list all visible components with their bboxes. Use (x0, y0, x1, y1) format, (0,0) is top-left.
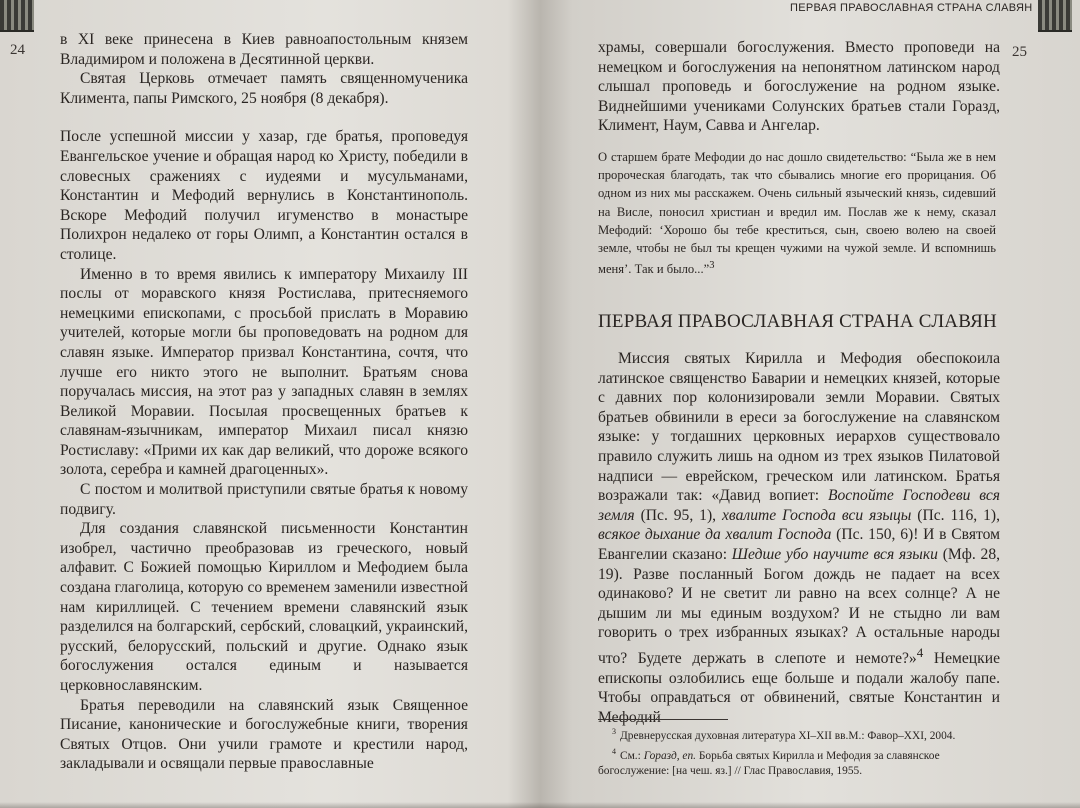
footnote-text: Древнерусская духовная литература XI–XII вв.М.: Фавор–XXI, 2004. (620, 729, 956, 742)
footnote-prefix: См.: (620, 749, 641, 762)
footnote-number: 4 (612, 747, 616, 756)
running-head: ПЕРВАЯ ПРАВОСЛАВНАЯ СТРАНА СЛАВЯН (790, 2, 1033, 14)
text-run: Немецкие епископы озлобились еще больше и подали жалобу папе. Чтобы оправдаться от обвинений, святые Константин и Мефодий (598, 650, 1000, 726)
left-page-text (60, 30, 468, 774)
footnote-number: 3 (612, 727, 616, 736)
paragraph: После успешной миссии у хазар, где братья, проповедуя Евангельское учение и обращая народ ко Христу, победили в словесных сражениях с иудеями и мусульманами, Константин и Мефодий вернулись в Константинополь. Вскоре Мефодий получил игуменство в монастыре Полихрон недалеко от горы Олимп, а Константин остался в столице. (60, 128, 468, 263)
paragraph: храмы, совершали богослужения. Вместо проповеди на немецком и богослужения на непонятном латинском народ слышал проповедь и богослужение на родном языке. Виднейшими учениками Солунских братьев стали Горазд, Климент, Наум, Савва и Ангелар. (598, 39, 1000, 135)
psalm-quote: Воспойте Господеви вся земля (598, 487, 1000, 524)
paragraph: Именно в то время явились к императору Михаилу III послы от моравского князя Ростислава, притесняемого немецкими епископами, с просьбой прислать в Моравию учителей, которые могли бы проповедовать на родном для славян языке. Император призвал Константина, сочтя, что лучше его никто этого не выполнит. Братьям снова поручалась миссия, на этот раз у западных славян в землях Великой Моравии. Посылая просвещенных братьев к славянам-язычникам, император Михаил писал князю Ростиславу: «Прими их как дар великий, что дороже всякого золота, серебра и камней драгоценных». (60, 265, 468, 479)
text-run: (Пс. 95, 1), (640, 506, 717, 524)
footnote-author: Горазд, еп. (643, 749, 697, 762)
page-number-left: 24 (10, 42, 25, 58)
gospel-quote: Шедше убо научите вся языки (731, 545, 938, 563)
psalm-quote: хвалите Господа вси языцы (722, 506, 912, 524)
section-heading: ПЕРВАЯ ПРАВОСЛАВНАЯ СТРАНА СЛАВЯН (598, 311, 997, 332)
quote-block (598, 148, 996, 279)
page-number-right: 25 (1012, 44, 1027, 60)
paragraph (598, 349, 1000, 727)
quote-text: О старшем брате Мефодии до нас дошло свидетельство: “Была же в нем пророческая благодать, так что сбывались многие его прорицания. Об одном из них мы расскажем. Очень сильный языческий князь, сидевший на Висле, поносил христиан и вредил им. Послав же к нему, сказал Мефодий: ‘Хорошо бы тебе креститься, сын, своею волею на своей земле, чтобы не был ты крещен чужими на чужой земле. И вспомнишь меня’. Так и было...” (598, 150, 996, 277)
page-shadow (0, 802, 1080, 808)
text-run: Миссия святых Кирилла и Мефодия обеспокоила латинское священство Баварии и немецких князей, которые с давних пор колонизировали земли Моравии. Святых братьев обвинили в ереси за богослужение на славянском языке: у тогдашних церковных иерархов существовало правило служить лишь на одном из трех языков Пилатовой надписи — еврейском, греческом или латинском. Братья возражали так: «Давид вопиет: (598, 350, 1000, 505)
paragraph: в XI веке принесена в Киев равноапостольным князем Владимиром и положена в Десятинной церкви. (60, 31, 468, 68)
right-page-main-text (598, 349, 1000, 727)
right-page-top-text (598, 38, 1000, 136)
text-run: (Пс. 116, 1), (917, 506, 1001, 524)
text-run: (Мф. 28, 19). Разве посланный Богом дождь не падает на всех одинаково? И не светит ли равно на всех солнце? А не дышим ли мы единым воздухом? И не стыдно ли вам говорить о трех избранных языках? А остальные народы что? Будете держать в слепоте и немоте?» (598, 545, 1001, 668)
paragraph: Для создания славянской письменности Константин изобрел, частично преобразовав из греческого, новый алфавит. С Божией помощью Кириллом и Мефодием была создана глаголица, которую со временем заменили известной нам кириллицей. С течением времени славянский язык разделился на болгарский, сербский, словацкий, украинский, русский, белорусский, польский и другие. Однако язык богослужения остался единым и называется церковнославянским. (60, 520, 468, 694)
page-ornament (0, 0, 34, 32)
footnote (598, 744, 998, 779)
footnote-text: Борьба святых Кирилла и Мефодия за славянское богослужение: [на чеш. яз.] // Глас Православия, 1955. (598, 749, 940, 777)
footnote-divider (598, 719, 728, 720)
page-ornament (1038, 0, 1072, 32)
paragraph: Святая Церковь отмечает память священномученика Климента, папы Римского, 25 ноября (8 декабря). (60, 70, 468, 107)
paragraph: Братья переводили на славянский язык Священное Писание, канонические и богослужебные книги, творения Святых Отцов. Они учили грамоте и крестили народ, закладывали и освящали первые православные (60, 696, 468, 773)
paragraph: С постом и молитвой приступили святые братья к новому подвигу. (60, 481, 468, 518)
footnote (598, 724, 998, 744)
psalm-quote: всякое дыхание да хвалит Господа (598, 526, 832, 544)
right-page (540, 0, 1080, 808)
footnote-ref: 3 (709, 260, 715, 272)
text-run: (Пс. 150, 6)! И в Святом Евангелии сказано: (598, 526, 1000, 563)
footnotes (598, 724, 998, 779)
footnote-ref: 4 (916, 644, 924, 660)
